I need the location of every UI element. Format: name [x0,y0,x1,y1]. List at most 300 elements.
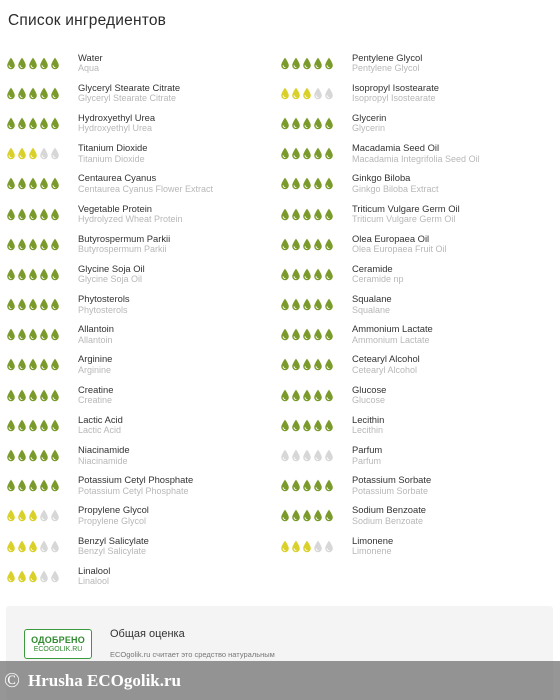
drop-icon [280,57,290,70]
drop-icon [50,570,60,583]
drop-icon [280,479,290,492]
rating-drops [280,449,352,462]
rating-drops [280,479,352,492]
copyright-icon: © [4,668,20,692]
drop-icon [17,117,27,130]
drop-icon [302,449,312,462]
ingredient-inci-name: Sodium Benzoate [352,515,424,526]
drop-icon [324,479,334,492]
ingredient-name[interactable]: Ceramide [352,262,393,274]
ingredient-name[interactable]: Parfum [352,444,383,456]
drop-icon [280,389,290,402]
rating-drops [280,238,352,251]
ingredient-names [78,475,193,496]
drop-icon [17,298,27,311]
ingredient-name[interactable]: Lecithin [352,413,385,425]
drop-icon [280,147,290,160]
ingredient-row[interactable] [280,290,556,320]
drop-icon [291,117,301,130]
ingredient-names [78,143,147,164]
drop-icon [313,87,323,100]
rating-drops [6,449,78,462]
page-title: Список ингредиентов [8,12,167,29]
drop-icon [17,358,27,371]
drop-icon [324,208,334,221]
ingredient-names [78,354,112,375]
drop-icon [302,268,312,281]
ingredient-names [78,536,149,557]
ingredient-inci-name: Hydrolyzed Wheat Protein [78,214,183,225]
ingredient-row[interactable] [280,199,556,229]
drop-icon [280,540,290,553]
ingredient-inci-name: Benzyl Salicylate [78,546,147,557]
ingredient-row[interactable] [6,561,276,591]
ingredient-inci-name: Butyrospermum Parkii [78,244,167,255]
drop-icon [39,419,49,432]
rating-drops [6,268,78,281]
ingredient-name[interactable]: Water [78,51,103,63]
ingredient-name[interactable]: Linalool [78,564,111,576]
drop-icon [324,419,334,432]
ingredient-names [78,173,213,194]
ingredient-names [352,113,386,134]
ingredient-inci-name: Limonene [352,546,392,557]
drop-icon [50,87,60,100]
drop-icon [6,57,16,70]
ingredient-inci-name: Glycine Soja Oil [78,274,143,285]
rating-drops [6,208,78,221]
drop-icon [39,540,49,553]
drop-icon [302,328,312,341]
drop-icon [280,268,290,281]
drop-icon [313,147,323,160]
ingredient-inci-name: Propylene Glycol [78,515,147,526]
ingredient-inci-name: Isopropyl Isostearate [352,93,436,104]
ingredient-row[interactable] [280,440,556,470]
ingredient-name[interactable]: Creatine [78,383,114,395]
drop-icon [50,268,60,281]
drop-icon [302,479,312,492]
ingredient-inci-name: Lactic Acid [78,425,122,436]
drop-icon [324,87,334,100]
rating-drops [6,509,78,522]
drop-icon [324,147,334,160]
drop-icon [28,449,38,462]
ingredient-name[interactable]: Potassium Cetyl Phosphate [78,474,194,486]
ingredient-row[interactable] [6,440,276,470]
ingredient-names [352,83,439,104]
ingredient-inci-name: Pentylene Glycol [352,63,420,74]
drop-icon [291,509,301,522]
drop-icon [6,328,16,341]
drop-icon [291,208,301,221]
ingredient-row[interactable] [6,380,276,410]
ingredient-name[interactable]: Butyrospermum Parkii [78,232,171,244]
ingredient-row[interactable] [280,531,556,561]
ingredient-names [78,113,155,134]
rating-drops [280,389,352,402]
drop-icon [39,389,49,402]
ingredient-names [78,294,130,315]
ingredient-row[interactable] [6,501,276,531]
drop-icon [6,238,16,251]
drop-icon [291,540,301,553]
ingredient-names [78,324,114,345]
ingredient-inci-name: Titanium Dioxide [78,153,145,164]
rating-drops [6,570,78,583]
ingredient-row[interactable] [280,139,556,169]
drop-icon [50,238,60,251]
ingredient-name[interactable]: Sodium Benzoate [352,504,427,516]
ingredient-row[interactable] [280,380,556,410]
ingredient-names [352,505,426,526]
drop-icon [302,419,312,432]
drop-icon [324,238,334,251]
ingredient-name[interactable]: Glycine Soja Oil [78,262,145,274]
ingredient-names [78,204,183,225]
ingredient-row[interactable] [6,320,276,350]
drop-icon [291,298,301,311]
ingredient-row[interactable] [280,350,556,380]
ingredient-row[interactable] [6,108,276,138]
drop-icon [17,147,27,160]
ingredient-names [78,566,110,587]
ingredient-names [78,385,113,406]
drop-icon [291,268,301,281]
ingredient-row[interactable] [280,410,556,440]
drop-icon [28,328,38,341]
drop-icon [280,208,290,221]
ingredient-row[interactable] [6,410,276,440]
ingredient-row[interactable] [280,169,556,199]
ingredient-name[interactable]: Hydroxyethyl Urea [78,111,156,123]
ingredient-name[interactable]: Cetearyl Alcohol [352,353,420,365]
ingredient-row[interactable] [280,259,556,289]
drop-icon [6,177,16,190]
drop-icon [302,238,312,251]
ingredient-inci-name: Niacinamide [78,455,128,466]
ingredient-names [352,385,386,406]
ingredient-inci-name: Arginine [78,364,112,375]
ingredient-names [352,234,447,255]
drop-icon [280,328,290,341]
ingredient-names [78,234,170,255]
rating-drops [6,358,78,371]
ingredient-names [78,83,180,104]
drop-icon [280,419,290,432]
ingredients-column-left [6,48,276,591]
drop-icon [39,147,49,160]
drop-icon [280,87,290,100]
drop-icon [17,449,27,462]
overall-title: Общая оценка [110,628,185,640]
ingredient-name[interactable]: Triticum Vulgare Germ Oil [352,202,460,214]
ingredient-inci-name: Allantoin [78,334,113,345]
ingredient-name[interactable]: Glycerin [352,111,387,123]
rating-drops [280,87,352,100]
drop-icon [39,208,49,221]
drop-icon [50,177,60,190]
rating-drops [6,540,78,553]
drop-icon [6,208,16,221]
drop-icon [6,509,16,522]
drop-icon [291,87,301,100]
drop-icon [28,479,38,492]
ingredient-name[interactable]: Titanium Dioxide [78,142,148,154]
approved-badge [24,629,92,659]
drop-icon [302,87,312,100]
drop-icon [291,147,301,160]
rating-drops [6,177,78,190]
drop-icon [324,117,334,130]
ingredient-name[interactable]: Allantoin [78,323,114,335]
ingredient-names [352,143,480,164]
drop-icon [324,540,334,553]
ingredient-name[interactable]: Lactic Acid [78,413,123,425]
drop-icon [28,540,38,553]
drop-icon [280,177,290,190]
drop-icon [39,570,49,583]
ingredient-name[interactable]: Vegetable Protein [78,202,153,214]
drop-icon [17,57,27,70]
drop-icon [6,298,16,311]
ingredient-row[interactable] [6,531,276,561]
drop-icon [28,117,38,130]
drop-icon [17,540,27,553]
ingredient-name[interactable]: Centaurea Cyanus [78,172,157,184]
ingredient-names [78,505,149,526]
ingredient-name[interactable]: Propylene Glycol [78,504,149,516]
ingredient-row[interactable] [6,48,276,78]
drop-icon [17,177,27,190]
drop-icon [6,268,16,281]
ingredient-name[interactable]: Phytosterols [78,293,130,305]
ingredient-row[interactable] [6,259,276,289]
ingredient-inci-name: Glycerin [352,123,386,134]
drop-icon [50,479,60,492]
ingredient-inci-name: Glucose [352,395,386,406]
ingredient-row[interactable] [280,320,556,350]
drop-icon [6,419,16,432]
ingredient-inci-name: Triticum Vulgare Germ Oil [352,214,456,225]
drop-icon [17,87,27,100]
ingredient-inci-name: Potassium Sorbate [352,485,429,496]
ingredient-row[interactable] [6,139,276,169]
ingredient-name[interactable]: Benzyl Salicylate [78,534,149,546]
badge-line2: ECOGOLIK.RU [33,645,83,653]
drop-icon [39,238,49,251]
ingredient-name[interactable]: Ginkgo Biloba [352,172,411,184]
ingredient-name[interactable]: Glucose [352,383,387,395]
ingredient-inci-name: Ammonium Lactate [352,334,430,345]
drop-icon [28,87,38,100]
ingredient-inci-name: Parfum [352,455,382,466]
ingredient-row[interactable] [6,78,276,108]
ingredient-names [352,475,431,496]
drop-icon [17,238,27,251]
ingredient-inci-name: Lecithin [352,425,384,436]
ingredient-names [352,173,439,194]
drop-icon [17,389,27,402]
drop-icon [302,177,312,190]
ingredient-names [78,264,145,285]
rating-drops [6,57,78,70]
ingredient-row[interactable] [280,229,556,259]
ingredient-name[interactable]: Arginine [78,353,113,365]
drop-icon [291,57,301,70]
drop-icon [17,208,27,221]
drop-icon [6,540,16,553]
drop-icon [50,358,60,371]
drop-icon [280,509,290,522]
drop-icon [50,449,60,462]
drop-icon [50,389,60,402]
drop-icon [313,449,323,462]
rating-drops [6,479,78,492]
drop-icon [302,540,312,553]
ingredient-inci-name: Ginkgo Biloba Extract [352,183,439,194]
drop-icon [6,449,16,462]
drop-icon [50,147,60,160]
ingredient-names [352,536,393,557]
drop-icon [280,358,290,371]
ingredient-row[interactable] [6,290,276,320]
ingredient-names [352,445,382,466]
drop-icon [28,419,38,432]
drop-icon [291,358,301,371]
ingredient-row[interactable] [280,48,556,78]
drop-icon [313,57,323,70]
ingredient-name[interactable]: Glyceryl Stearate Citrate [78,81,181,93]
ingredient-inci-name: Phytosterols [78,304,128,315]
drop-icon [313,419,323,432]
ingredient-name[interactable]: Macadamia Seed Oil [352,142,440,154]
ingredient-names [352,53,422,74]
drop-icon [50,540,60,553]
drop-icon [291,479,301,492]
ingredient-name[interactable]: Isopropyl Isostearate [352,81,440,93]
drop-icon [39,449,49,462]
drop-icon [324,298,334,311]
ingredient-row[interactable] [6,350,276,380]
rating-drops [6,419,78,432]
drop-icon [324,328,334,341]
ingredient-name[interactable]: Limonene [352,534,394,546]
drop-icon [6,570,16,583]
watermark-footer [0,661,560,700]
drop-icon [313,238,323,251]
drop-icon [313,509,323,522]
drop-icon [28,57,38,70]
drop-icon [39,57,49,70]
drop-icon [17,419,27,432]
drop-icon [39,298,49,311]
drop-icon [302,389,312,402]
drop-icon [39,358,49,371]
drop-icon [28,177,38,190]
rating-drops [6,147,78,160]
drop-icon [291,177,301,190]
rating-drops [280,419,352,432]
drop-icon [291,449,301,462]
rating-drops [280,268,352,281]
rating-drops [280,147,352,160]
ingredient-names [352,264,404,285]
ingredient-name[interactable]: Ammonium Lactate [352,323,433,335]
badge-line1: ОДОБРЕНО [31,634,85,645]
drop-icon [324,57,334,70]
ingredient-name[interactable]: Potassium Sorbate [352,474,432,486]
drop-icon [324,449,334,462]
ingredient-row[interactable] [280,78,556,108]
drop-icon [28,208,38,221]
drop-icon [313,328,323,341]
drop-icon [28,147,38,160]
drop-icon [302,509,312,522]
ingredient-row[interactable] [6,169,276,199]
drop-icon [39,479,49,492]
ingredient-inci-name: Macadamia Integrifolia Seed Oil [352,153,480,164]
ingredient-inci-name: Aqua [78,63,100,74]
drop-icon [324,177,334,190]
ingredient-name[interactable]: Niacinamide [78,444,130,456]
rating-drops [6,328,78,341]
rating-drops [280,328,352,341]
ingredient-names [78,445,130,466]
overall-text: ECOgolik.ru считает это средство натуральным [110,650,275,659]
rating-drops [6,389,78,402]
drop-icon [28,268,38,281]
drop-icon [50,117,60,130]
ingredient-inci-name: Ceramide np [352,274,404,285]
ingredient-name[interactable]: Olea Europaea Oil [352,232,430,244]
drop-icon [302,298,312,311]
drop-icon [313,177,323,190]
drop-icon [6,87,16,100]
ingredient-names [352,415,384,436]
ingredient-row[interactable] [280,471,556,501]
ingredient-name[interactable]: Squalane [352,293,392,305]
drop-icon [50,328,60,341]
ingredient-names [352,294,392,315]
ingredient-names [78,415,123,436]
drop-icon [313,358,323,371]
drop-icon [6,479,16,492]
drop-icon [291,389,301,402]
rating-drops [6,87,78,100]
drop-icon [6,389,16,402]
drop-icon [28,298,38,311]
ingredient-row[interactable] [6,229,276,259]
drop-icon [28,389,38,402]
ingredient-row[interactable] [280,501,556,531]
drop-icon [280,117,290,130]
drop-icon [39,177,49,190]
ingredient-names [352,204,460,225]
drop-icon [6,147,16,160]
ingredient-row[interactable] [280,108,556,138]
drop-icon [313,389,323,402]
drop-icon [17,328,27,341]
ingredient-name[interactable]: Pentylene Glycol [352,51,423,63]
rating-drops [6,238,78,251]
ingredient-row[interactable] [6,199,276,229]
ingredient-row[interactable] [6,471,276,501]
drop-icon [313,208,323,221]
rating-drops [280,208,352,221]
drop-icon [50,57,60,70]
rating-drops [280,57,352,70]
